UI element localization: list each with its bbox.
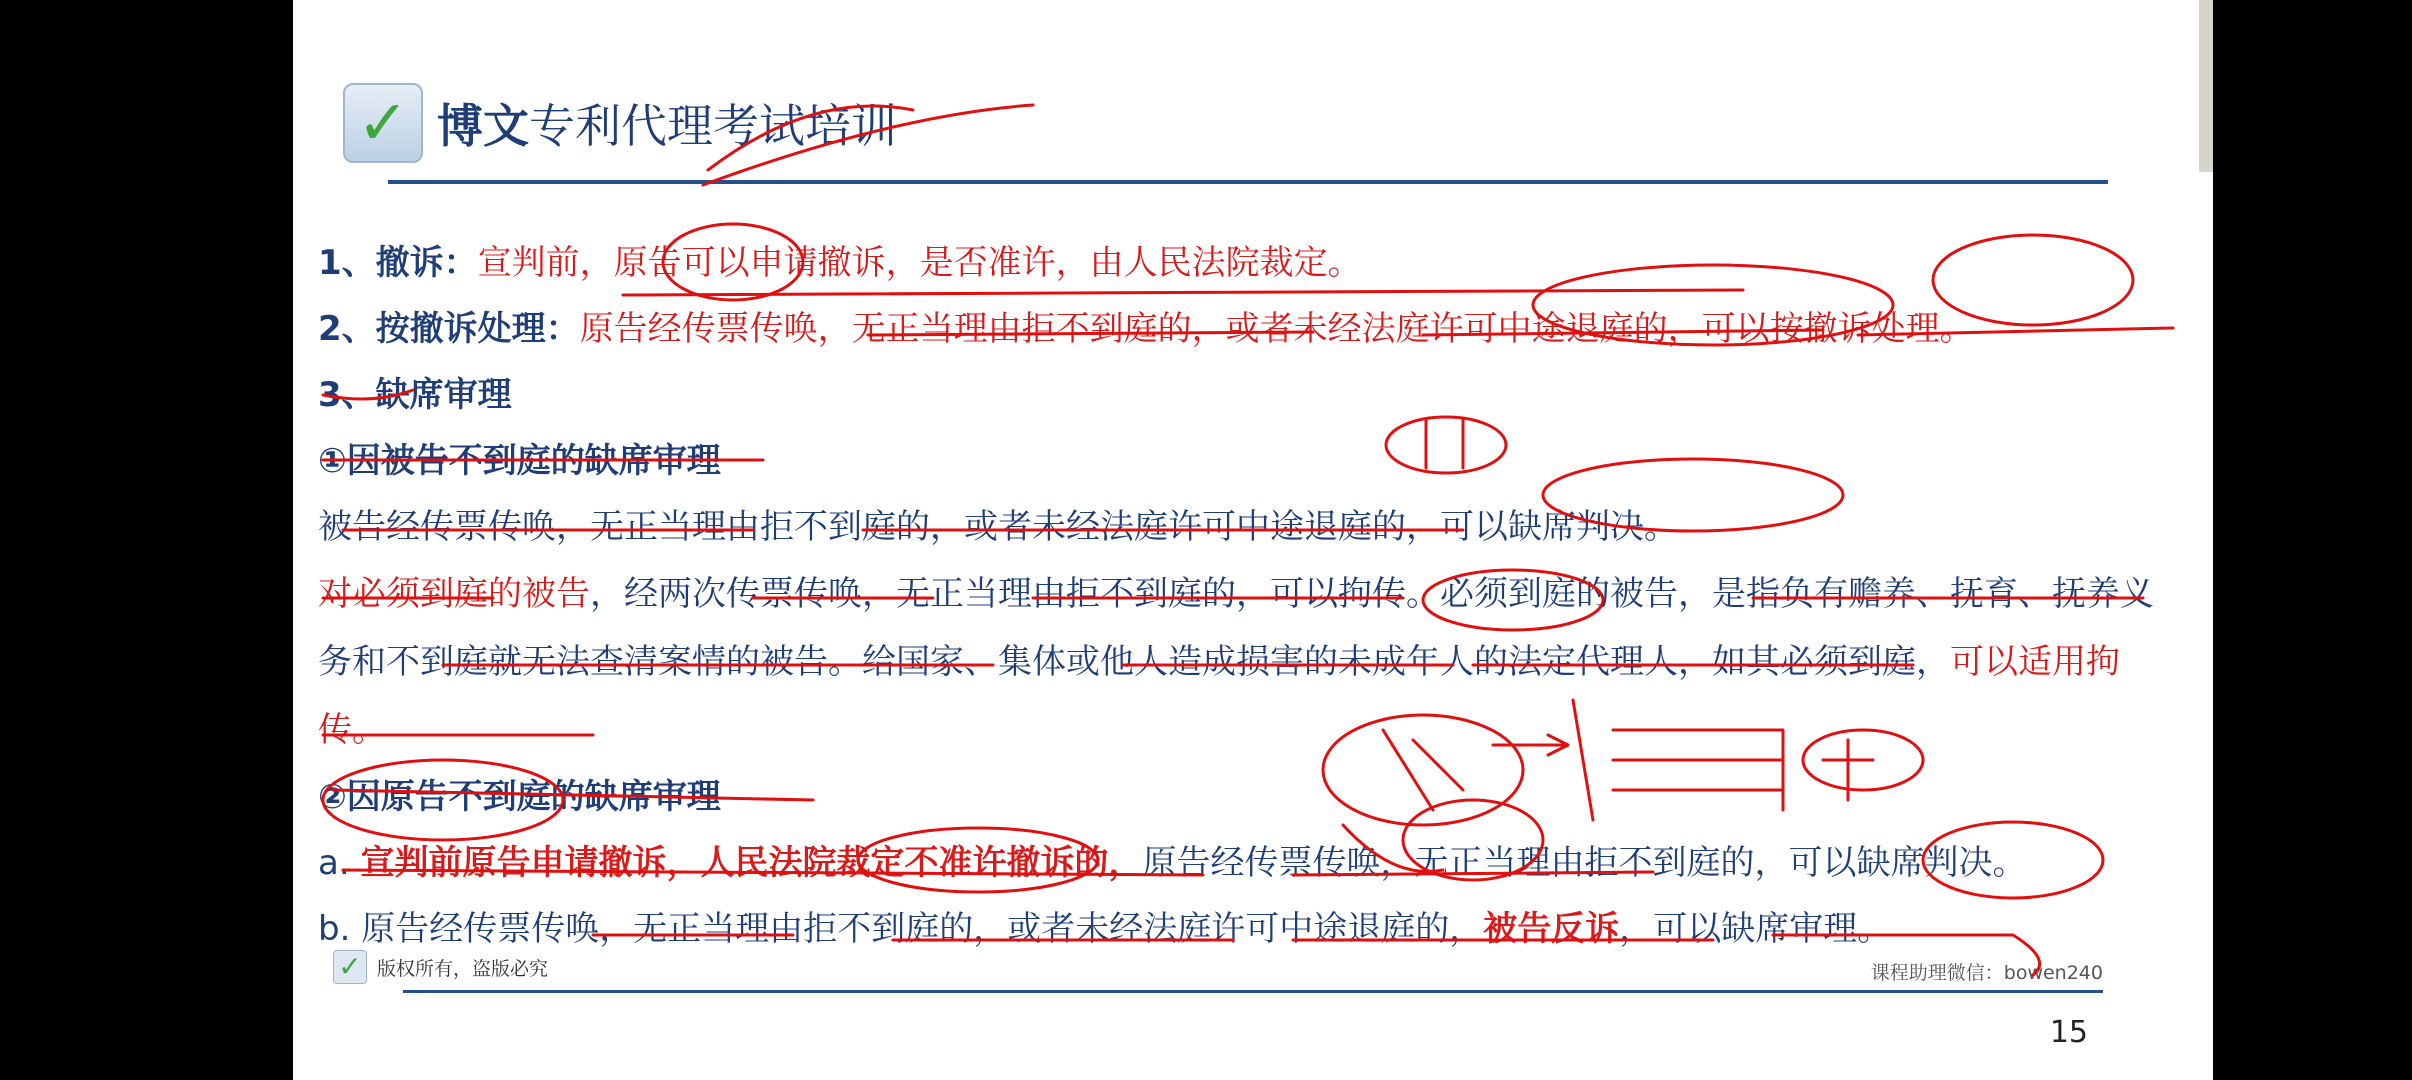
item-3-label: 3、缺席审理 — [318, 375, 512, 415]
checkmark-small-icon: ✓ — [333, 950, 367, 984]
item-2-text-b: 或者未经法庭许可中途退庭的， — [1225, 309, 1702, 349]
item-1-label: 1、撤诉： — [318, 243, 478, 283]
title-brand: 博文 — [437, 99, 529, 153]
footer-divider — [403, 990, 2103, 993]
sub-1-para-2 — [318, 560, 2158, 764]
page-number: 15 — [2049, 1015, 2088, 1050]
copyright-text: 版权所有，盗版必究 — [377, 957, 549, 980]
sub-1-para-2-emphasis-2: 可以适用拘传。 — [318, 642, 2120, 750]
sub-2-item-b-body: 原告经传票传唤，无正当理由拒不到庭的，或者未经法庭许可中途退庭的， — [361, 909, 1484, 949]
header-divider — [388, 180, 2108, 184]
sub-2-item-a — [318, 830, 2178, 896]
sub-1-heading: ①因被告不到庭的缺席审理 — [318, 441, 721, 481]
footer-contact: 课程助理微信：bowen240 — [1870, 962, 2103, 984]
item-1 — [318, 230, 2178, 296]
sub-1-para-1: 被告经传票传唤，无正当理由拒不到庭的，或者未经法庭许可中途退庭的，可以缺席判决。 — [318, 507, 1678, 547]
sub-2-item-b-end: ，可以缺席审理。 — [1619, 909, 1892, 949]
sub-2-item-b-emphasis: 被告反诉 — [1483, 909, 1620, 949]
checkmark-logo-icon: ✓ — [343, 83, 423, 163]
sub-2-item-a-body: 原告经传票传唤，无正当理由拒不到庭的，可以缺席判决。 — [1142, 843, 2027, 883]
item-2-text-c: 可以按撤诉处理。 — [1701, 309, 1974, 349]
title-subtitle: 专利代理考试培训 — [529, 99, 897, 153]
sub-2-heading: ②因原告不到庭的缺席审理 — [318, 777, 721, 817]
item-1-text: 宣判前，原告可以申请撤诉，是否准许，由人民法院裁定。 — [477, 243, 1362, 283]
footer-copyright — [333, 950, 548, 984]
item-2-label: 2、按撤诉处理： — [318, 309, 580, 349]
sub-2-item-a-emphasis: 宣判前原告申请撤诉，人民法院裁定不准许撤诉的， — [360, 843, 1143, 883]
presentation-slide — [293, 0, 2213, 1080]
sub-1-para-2-emphasis: 对必须到庭的被告 — [318, 574, 590, 614]
slide-content — [318, 230, 2178, 962]
item-2-text-a: 原告经传票传唤，无正当理由拒不到庭的， — [579, 309, 1226, 349]
sub-2-item-b-prefix: b. — [318, 909, 362, 949]
sub-2-item-a-prefix: a. — [318, 843, 361, 883]
presenter-video-icon — [2199, 0, 2213, 172]
webcam-overlay — [2199, 0, 2213, 172]
sub-1-para-2-body: ，经两次传票传唤，无正当理由拒不到庭的，可以拘传。必须到庭的被告，是指负有赡养、抚育、抚养义务和不到庭就无法查清案情的被告。给国家、集体或他人造成损害的未成年人的法定代理人，如其必须到庭， — [318, 574, 2154, 682]
item-2 — [318, 296, 2178, 362]
sub-2-item-b — [318, 896, 2178, 962]
slide-header — [343, 78, 897, 168]
